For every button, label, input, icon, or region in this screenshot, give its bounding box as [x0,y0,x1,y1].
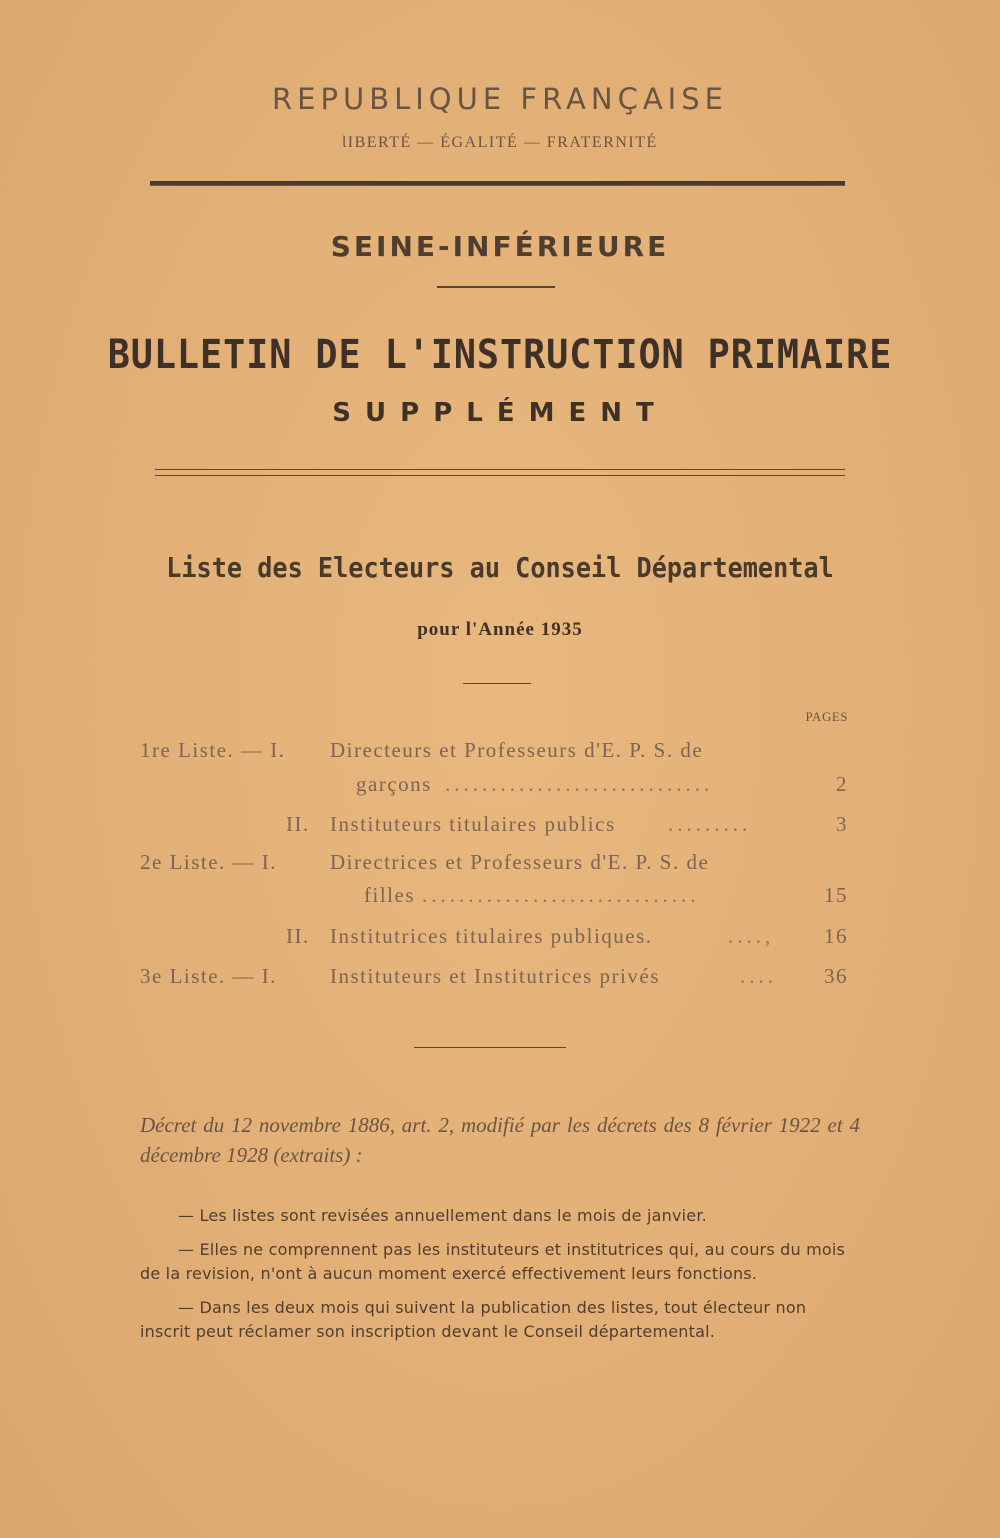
toc-entry-page: 3 [836,812,848,836]
toc-leader-dots: .............................. [422,883,700,907]
toc-leader-dots: ...., [728,924,775,948]
toc-entry-label: 1re Liste. — I. [140,738,286,762]
title-double-rule [155,469,845,476]
decree-reference: Décret du 12 novembre 1886, art. 2, modifié par les décrets des 8 février 1922 et 4 décembre 1928 (extraits) : [140,1113,860,1167]
department-rule [437,286,555,288]
toc-entry-text: Institutrices titulaires publiques. [330,924,653,948]
toc-entry-label: II. [286,924,310,948]
toc-entry-label: 2e Liste. — I. [140,850,278,874]
toc-entry-label: 3e Liste. — I. [140,964,278,988]
toc-entry-text: Directrices et Professeurs d'E. P. S. de [330,850,710,874]
toc-entry-page: 2 [836,772,848,796]
year-line: pour l'Année 1935 [417,619,583,640]
toc-entry-text: Directeurs et Professeurs d'E. P. S. de [330,738,704,762]
toc-leader-dots: ............................. [445,772,714,796]
republic-heading: REPUBLIQUE FRANÇAISE [272,82,728,116]
toc-entry-page: 16 [824,924,848,948]
bulletin-title: BULLETIN DE L'INSTRUCTION PRIMAIRE [107,332,893,378]
decree-paragraph: — Les listes sont revisées annuellement dans le mois de janvier. [178,1206,707,1225]
toc-leader-dots: ......... [668,812,752,836]
toc-entry-text: filles [364,883,415,907]
toc-entry-text: Instituteurs et Institutrices privés [330,964,660,988]
national-motto: ƖIBERTÉ — ÉGALITÉ — FRATERNITÉ [342,134,658,151]
department-name: SEINE-INFÉRIEURE [330,230,670,263]
toc-entry-page: 15 [824,883,848,907]
toc-end-rule [414,1047,566,1048]
toc-entry-text: garçons [356,772,432,796]
toc-entry-label: II. [286,812,310,836]
toc-entry-page: 36 [824,964,848,988]
decree-paragraph: — Elles ne comprennent pas les instituteurs et institutrices qui, au cours du mois de la revision, n'ont à aucun moment exercé effectivement leurs fonctions. [140,1240,846,1283]
toc-leader-dots: .... [740,964,777,988]
toc-entry-text: Instituteurs titulaires publics [330,812,616,836]
header-rule [150,181,845,186]
supplement-label: SUPPLÉMENT [332,398,668,428]
year-rule [463,683,531,684]
list-title: Liste des Electeurs au Conseil Départemental [166,551,834,584]
decree-paragraph: — Dans les deux mois qui suivent la publication des listes, tout électeur non inscrit peut réclamer son inscription devant le Conseil départemental. [140,1298,807,1341]
pages-column-header: PAGES [805,709,848,724]
